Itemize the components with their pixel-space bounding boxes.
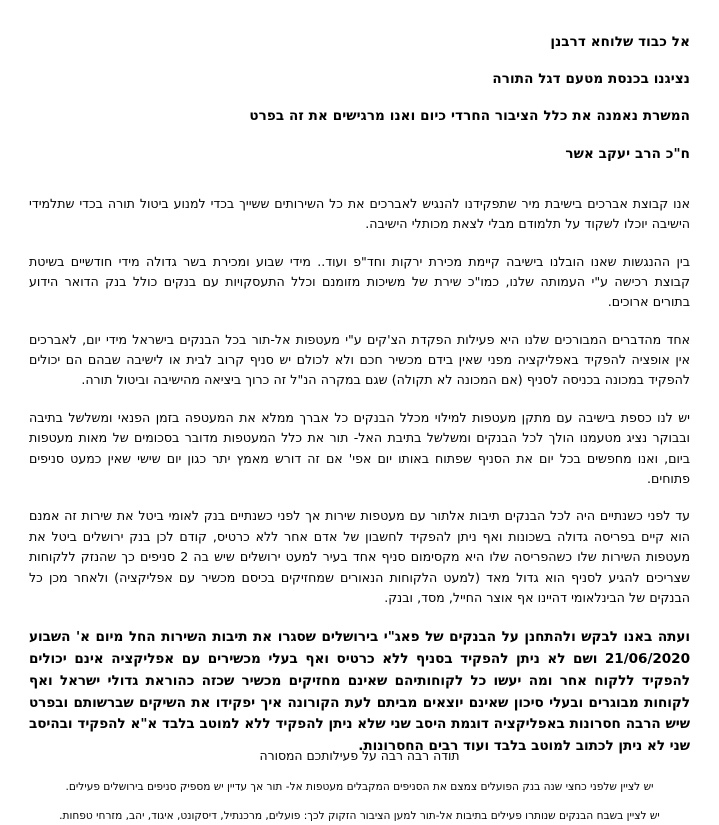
letter-body (0, 194, 719, 758)
heading-line-public-service: המשרת נאמנה את כלל הציבור החרדי כיום ואנו מרגישים את זה בפרט (249, 108, 690, 125)
heading-line-recipient-title: אל כבוד שלוחא דרבנן (550, 34, 690, 50)
emphasized-request-paragraph: ועתה באנו לבקש ולהתחנן על הבנקים של פאג"י בירושלים שסגרו את תיבות השירות החל מיום א' השבוע 21/06/2020 ושם לא ניתן להפקיד בסניף ללא כרטיס ואף בעלי מכשירים עם אפליקציה אינם יכולים להפקיד ללקוח אחר ומה יעשו כל לקוחותיהם שאינם מחזיקים מכשיר שכזה כהוראת גדולי ישראל ואף לקוחות מבוגרים ובעלי סיכון שאינם יוצאים מביתם לעת הקורונה איך יפקידו את השיקים שברשותם ובפרט שיש הרבה חסרונות באפליקציה דוגמת היסב שני שלא ניתן להפקיד ללא למוטב בלבד א"א להפקיד ובהיסב שני לא ניתן לכתוב למוטב בלבד ועוד רבים החסרונות. (29, 629, 690, 755)
body-paragraph-1: אנו קבוצת אברכים בישיבת מיר שתפקידנו להנגיש לאברכים את כל השירותים ששייך בכדי למנוע ביטול תורה בכדי שתלמידי הישיבה יוכלו לשקוד על תלמודם מבלי לצאת מכותלי הישיבה. (29, 195, 690, 232)
heading-line-addressee-name: ח"כ הרב יעקב אשר (565, 145, 690, 162)
heading-line-representative: נציגנו בכנסת מטעם דגל התורה (492, 71, 690, 88)
body-paragraph-2: בין ההנגשות שאנו הובלנו בישיבה קיימת מכירת ירקות וחד"פ ועוד.. מידי שבוע ומכירת בשר גדולה מידי חודשיים בשיטת קבוצת רכישה ע"י העמותה שלנו, כמו"כ שירת של משיכות מזומנם וכלל התעסקויות עם בנקים כולל בנק הדואר הידוע בתורים ארוכים. (29, 253, 690, 310)
closing-thanks-line: תודה רבה רבה על פעילותכם המסורה (259, 747, 460, 763)
footnote-line-1: יש לציין שלפני כחצי שנה בנק הפועלים צמצם את הסניפים המקבלים מעטפות אל- תור אך עדיין יש מספיק סניפים בירושלים פעילים. (65, 780, 654, 793)
footnote-line-2: יש לציין בשבח הבנקים שנותרו פעילים בתיבות אל-תור למען הציבור הזקוק לכך: פועלים, מרכנתיל, דיסקונט, איגוד, יהב, מזרחי טפחות. (59, 809, 660, 822)
body-paragraph-5: עד לפני כשנתיים היה לכל הבנקים תיבות אלתור עם מעטפות שירות אך לפני כשנתיים בנק לאומי ביטל את שירות זה אמנם הוא קיים בפריסה גדולה בשכונות ואף ניתן להפקיד לחשבון של אדם אחר ללא כרטיס, קודם לכן בנק ירושלים ביטל את מעטפות השירות שלו כשהפריסה שלו היא מקסימום סניף אחד בעיר למעט ירושלים שיש בה 2 סניפים כך שהנזק ללקוחות שצריכים להגיע לסניף הוא גדול מאד (למעט הלקוחות הנאורים שמחזיקים בכיסם מכשיר עם אפליקציה) ולאחר מכן כל הבנקים של הבינלאומי דהיינו אף אוצר החייל, מסד, ובנק. (29, 508, 690, 605)
footnote-section (0, 780, 719, 825)
body-paragraph-4: יש לנו כספת בישיבה עם מתקן מעטפות למילוי מכלל הבנקים כל אברך ממלא את המעטפה בזמן הפנאי ומשלשל בתיבה ובבוקר נציג מטעמנו הולך לכל הבנקים ומשלשל בתיבת האל- תור את כלל המעטפות מדובר בסכומים של מאות מעטפות ביום, ואנו מחפשים בכל יום את הסניף שפתוח באותו יום אפי' אם זה דורש מאמץ יתר כגון יום שישי שאין כמעט סניפים פתוחים. (29, 409, 690, 487)
body-paragraph-3: אחד מהדברים המבורכים שלנו היא פעילות הפקדת הצ'קים ע"י מעטפות אל-תור בכל הבנקים בישראל מידי יום, לאברכים אין אופציה להפקיד באפליקציה מפני שאין בידם מכשיר חכם ולא לכולם יש סניף קרוב לבית או לישיבה שבהם הם יכולים להפקיד במכונה בכניסה לסניף (אם המכונה לא תקולה) שגם במקרה הנ"ל זה כרוך ביציאה מהישיבה וביטול תורה. (29, 331, 690, 388)
letter-heading (0, 0, 719, 162)
